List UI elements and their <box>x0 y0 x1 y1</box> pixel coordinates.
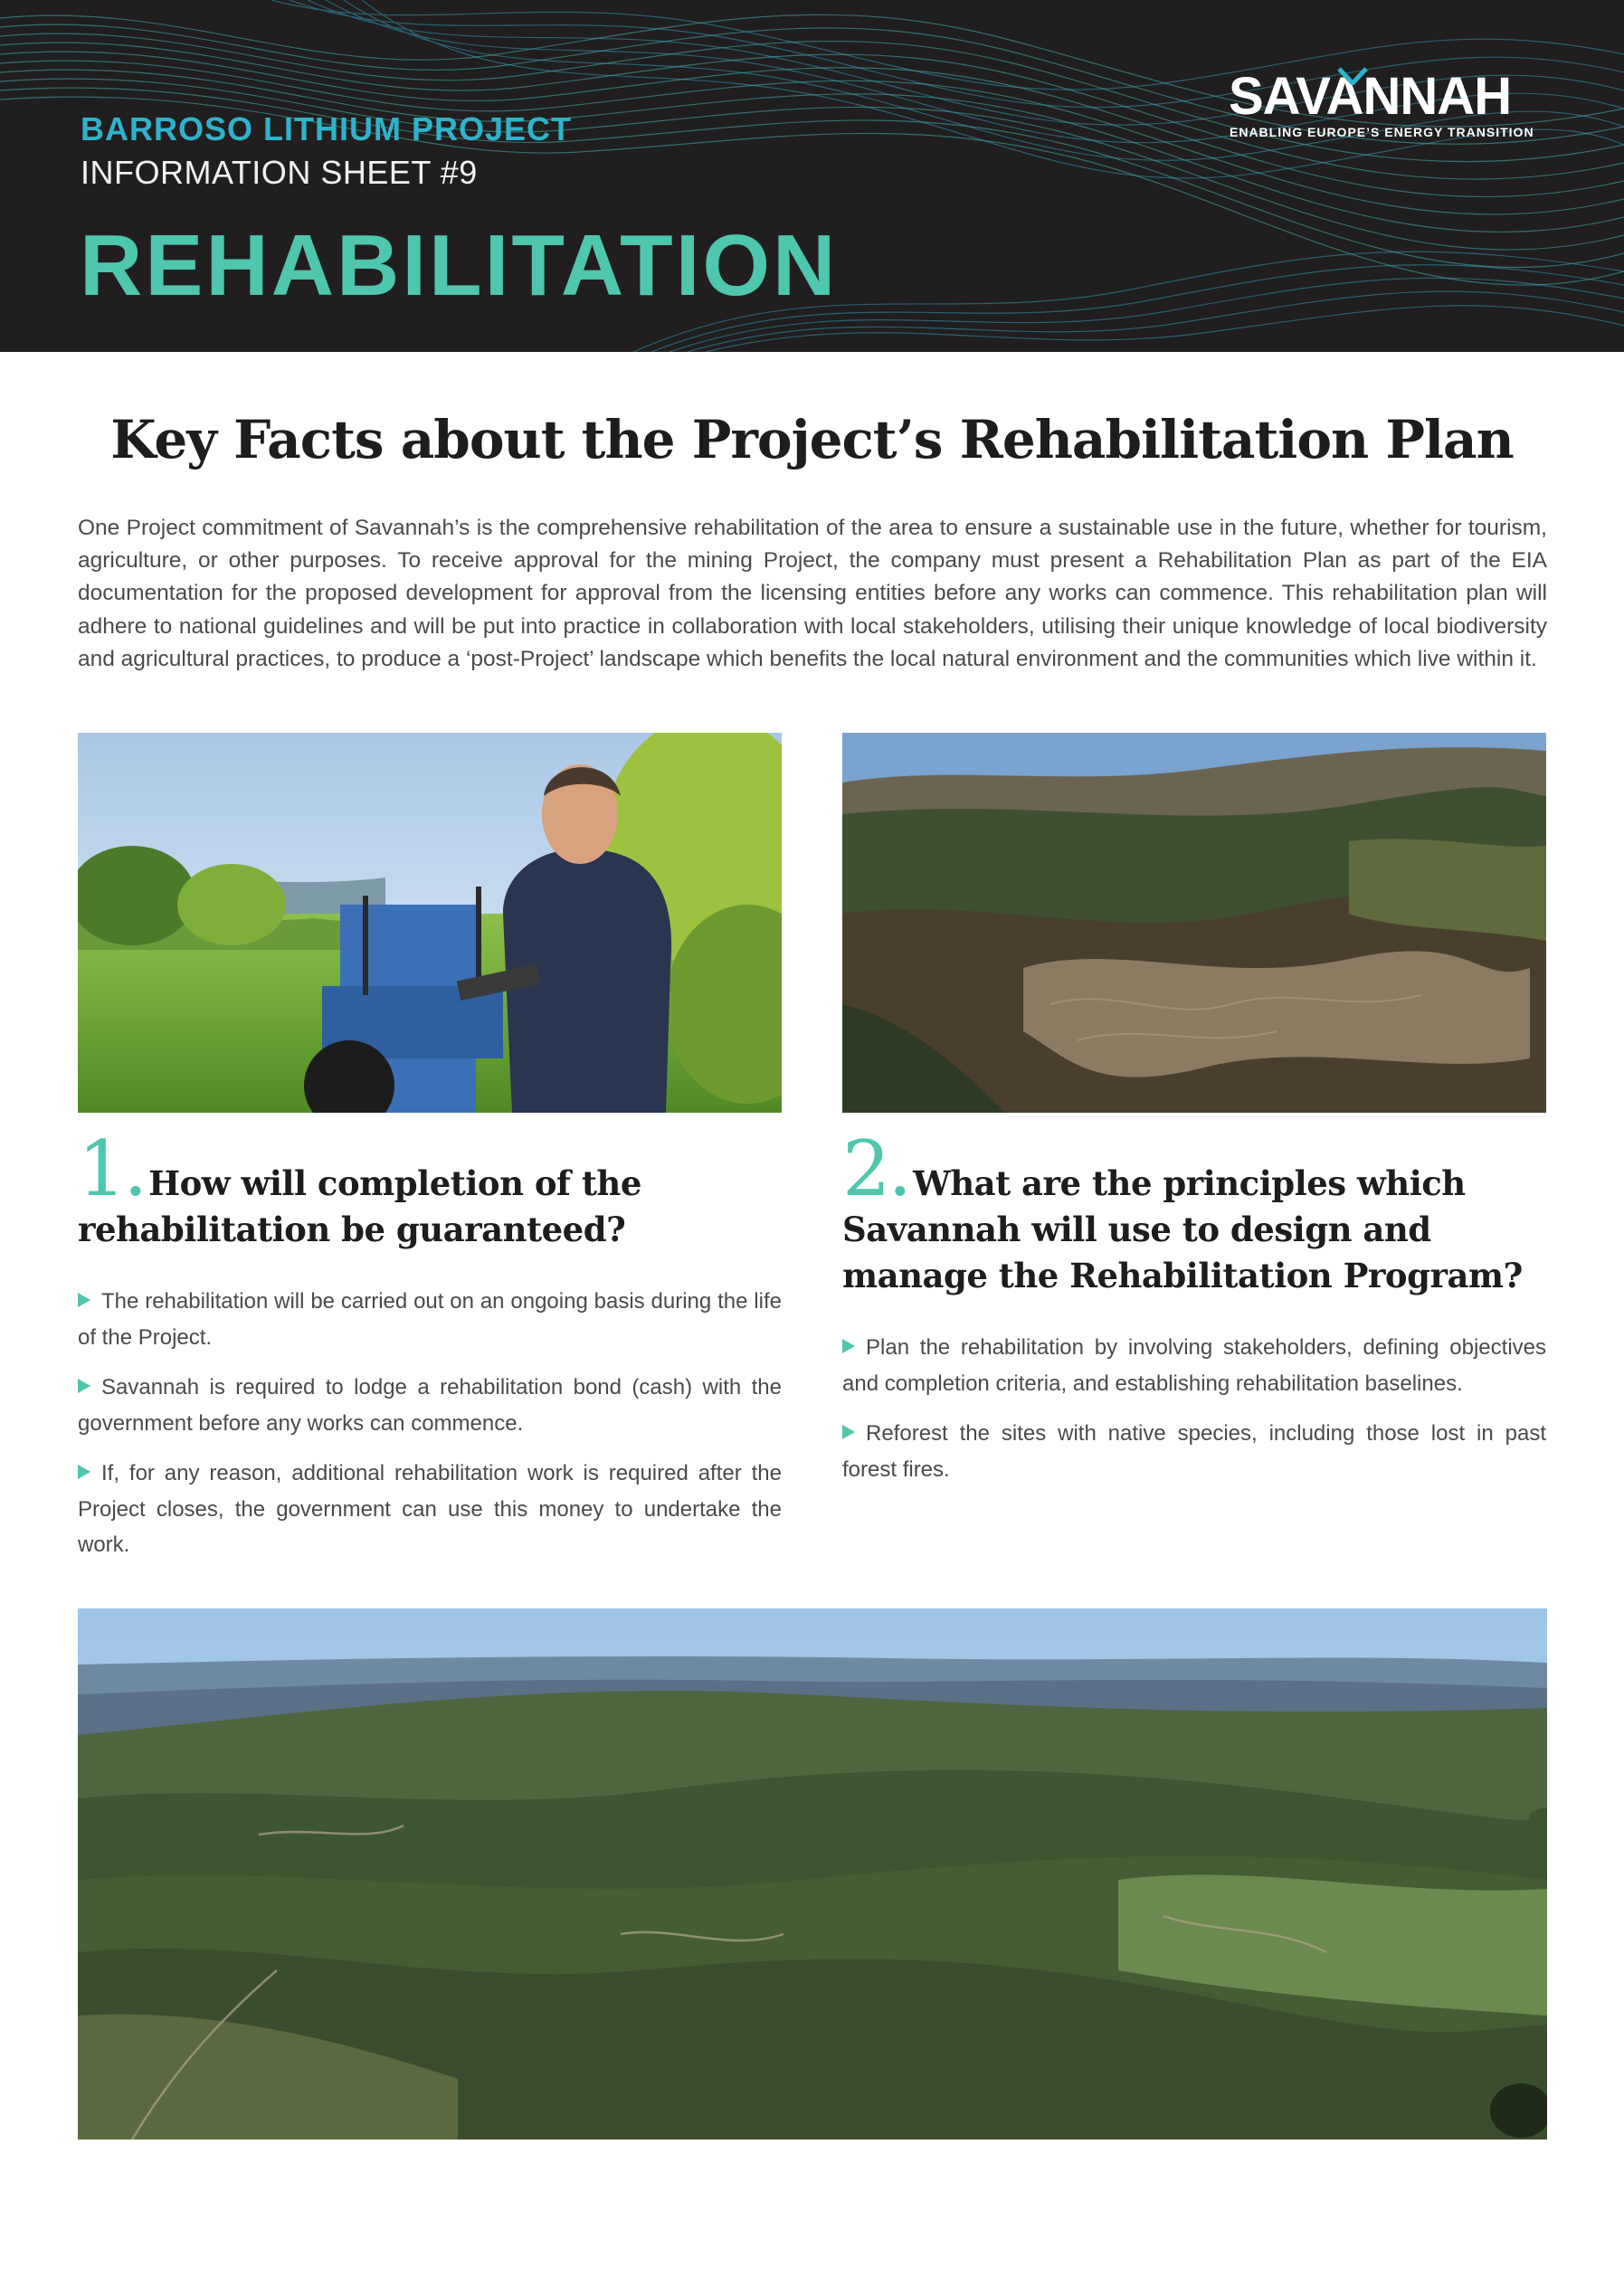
list-item: The rehabilitation will be carried out on an ongoing basis during the life of the Project. <box>78 1289 782 1350</box>
question-2-title: What are the principles which Savannah will use to design and manage the Rehabilitation Program? <box>842 1163 1523 1295</box>
header-banner <box>0 0 1624 352</box>
farmer-tractor-photo <box>78 733 782 1113</box>
logo-tagline: ENABLING EUROPE’S ENERGY TRANSITION <box>1230 125 1534 139</box>
question-2-bullets <box>842 1330 1546 1487</box>
logo-chevron-icon <box>1337 67 1368 85</box>
question-1-heading <box>78 1124 782 1253</box>
triangle-bullet-icon <box>78 1293 90 1307</box>
logo-wordmark: SAVANNAH <box>1229 67 1512 126</box>
question-2-heading <box>842 1124 1546 1299</box>
triangle-bullet-icon <box>78 1379 90 1393</box>
question-2 <box>842 1124 1546 1502</box>
savannah-logo <box>1229 67 1551 143</box>
question-1-bullets <box>78 1284 782 1563</box>
key-facts-heading: Key Facts about the Project’s Rehabilitation Plan <box>110 409 1514 470</box>
question-1-number: 1. <box>78 1124 146 1213</box>
triangle-bullet-icon <box>78 1465 90 1479</box>
triangle-bullet-icon <box>842 1425 855 1439</box>
question-1 <box>78 1124 782 1578</box>
list-item: Plan the rehabilitation by involving stakeholders, defining objectives and completion criteria, and establishing rehabilitation baselines. <box>842 1335 1546 1396</box>
question-2-number: 2. <box>842 1124 910 1213</box>
page-title: REHABILITATION <box>80 217 839 314</box>
intro-paragraph: One Project commitment of Savannah’s is the comprehensive rehabilitation of the area to ensure a sustainable use in the future, whether for tourism, agriculture, or other purposes. To receive approval for the mining Project, the company must present a Rehabilitation Plan as part of the EIA documentation for the proposed development for approval from the licensing entities before any works can commence. This rehabilitation plan will adhere to national guidelines and will be put into practice in collaboration with local stakeholders, utilising their unique knowledge of local biodiversity and agricultural practices, to produce a ‘post-Project’ landscape which benefits the local natural environment and the communities which live within it. <box>78 516 1547 671</box>
list-item: Savannah is required to lodge a rehabilitation bond (cash) with the government before any works can commence. <box>78 1375 782 1436</box>
triangle-bullet-icon <box>842 1339 855 1353</box>
question-1-title: How will completion of the rehabilitation be guaranteed? <box>78 1163 641 1249</box>
landscape-panorama-photo <box>78 1608 1547 2139</box>
list-item: Reforest the sites with native species, including those lost in past forest fires. <box>842 1421 1546 1482</box>
aerial-valley-photo <box>842 733 1546 1113</box>
project-title: BARROSO LITHIUM PROJECT <box>81 110 573 147</box>
list-item: If, for any reason, additional rehabilitation work is required after the Project closes, the government can use this money to undertake the work. <box>78 1461 782 1557</box>
information-sheet-number: INFORMATION SHEET #9 <box>81 154 478 191</box>
